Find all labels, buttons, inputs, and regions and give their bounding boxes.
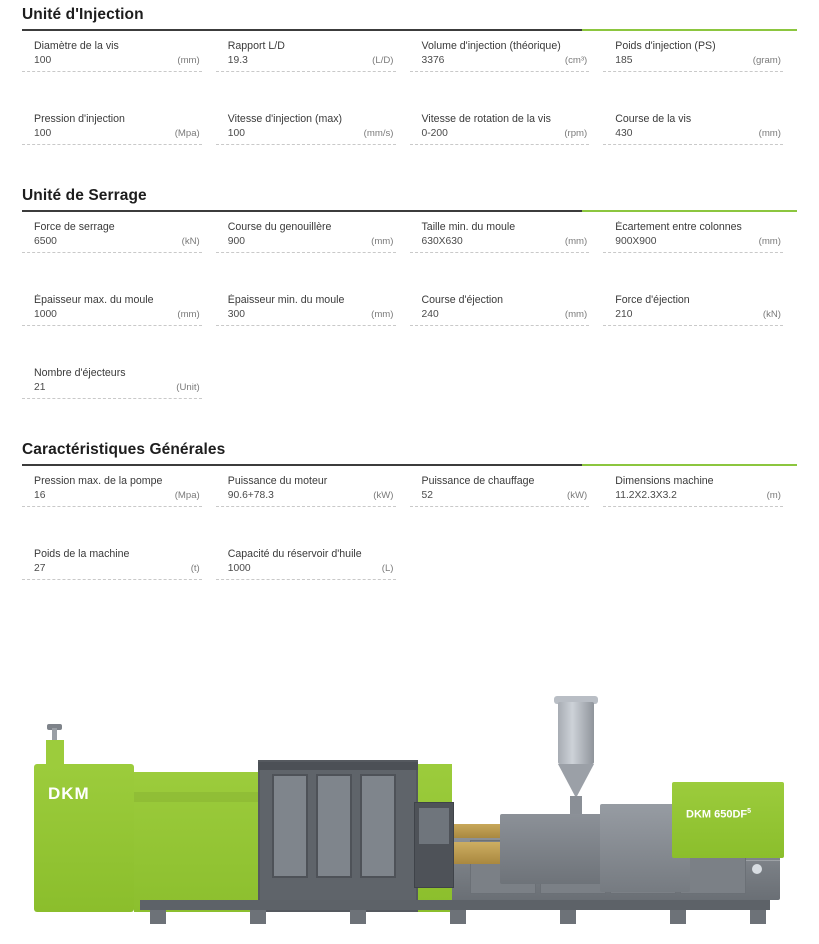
spec-value: 900 [227,236,245,247]
machine-model-badge [686,808,751,821]
spec-unit: (gram) [752,55,781,66]
spec-unit: (mm) [371,236,394,247]
spec-unit: (L/D) [372,55,394,66]
spec-cell [216,475,410,519]
spec-label: Course du genouillère [227,221,332,233]
spec-value-row [216,368,396,374]
spec-unit: (mm/s) [363,128,394,139]
spec-cell [603,475,797,519]
spec-unit: (mm) [177,55,200,66]
hopper-cone-shape [558,764,594,798]
spec-value-row [410,54,590,72]
spec-label: Capacité du réservoir d'huile [227,548,362,560]
spec-value: 185 [615,55,633,66]
spec-unit: (mm) [177,309,200,320]
spec-value-row [603,127,783,145]
spec-unit: (kW) [373,490,394,501]
spec-value: 100 [34,128,52,139]
machine-foot-shape [450,910,466,924]
spec-cell [216,294,410,338]
spec-value-row [410,127,590,145]
spec-row [22,212,797,265]
spec-unit: (Mpa) [174,128,200,139]
spec-value-row [216,308,396,326]
control-panel-screen [419,808,449,844]
spec-cell-empty [410,548,604,592]
spec-value: 27 [34,563,46,574]
machine-foot-shape [150,910,166,924]
spec-value-row [410,308,590,326]
section-title: Unité d'Injection [22,6,144,23]
spec-label: Puissance du moteur [227,475,328,487]
spec-value-row [603,368,783,374]
spec-value: 100 [227,128,245,139]
spec-label: Poids d'injection (PS) [615,40,716,52]
spec-value-row [410,368,590,374]
section-general-characteristics [0,435,819,592]
spec-cell [22,367,216,411]
row-spacer [22,84,797,104]
section-clamping-unit [0,181,819,411]
spec-label: Course d'éjection [421,294,504,306]
spec-value: 16 [34,490,46,501]
spec-row [22,539,797,592]
spec-value: 900X900 [615,236,657,247]
spec-label: Force de serrage [34,221,115,233]
section-title-rule [22,29,797,31]
spec-value-row [603,549,783,555]
spec-row [22,104,797,157]
spec-unit: (rpm) [564,128,588,139]
spec-value-row [603,235,783,253]
base-knob-shape [752,864,762,874]
spec-cell [22,548,216,592]
guard-window-shape [360,774,396,878]
spec-label: Course de la vis [615,113,692,125]
spec-value-row [216,127,396,145]
spec-label: Vitesse d'injection (max) [227,113,343,125]
machine-legs-shape [140,900,770,910]
spec-cell [603,113,797,157]
spec-value: 630X630 [421,236,463,247]
spec-label: Nombre d'éjecteurs [34,367,126,379]
spec-cell [22,221,216,265]
spec-value-row [216,489,396,507]
spec-cell [603,221,797,265]
spec-row [22,31,797,84]
spec-unit: (Unit) [176,382,200,393]
spec-cell [603,40,797,84]
spec-value: 52 [421,490,433,501]
machine-foot-shape [670,910,686,924]
spec-row [22,285,797,338]
spec-value-row [216,562,396,580]
spec-label: Force d'éjection [615,294,690,306]
spec-value: 3376 [421,55,445,66]
guard-window-shape [272,774,308,878]
spec-value-row [22,381,202,399]
spec-label: Épaisseur min. du moule [227,294,345,306]
spec-unit: (m) [766,490,781,501]
spec-value: 240 [421,309,439,320]
model-label: DKM 650DF [686,808,748,821]
hopper-body-shape [558,702,594,764]
spec-value-row [22,562,202,580]
spec-unit: (kN) [181,236,200,247]
spec-unit: (t) [190,563,200,574]
spec-label: Épaisseur max. du moule [34,294,154,306]
spec-label: Taille min. du moule [421,221,516,233]
spec-unit: (mm) [371,309,394,320]
spec-label: Pression max. de la pompe [34,475,163,487]
spec-cell [410,113,604,157]
left-post-top-shape [46,740,64,766]
spec-unit: (L) [381,563,394,574]
spec-unit: (cm³) [564,55,588,66]
spec-label: Vitesse de rotation de la vis [421,113,551,125]
machine-foot-shape [350,910,366,924]
section-spacer [0,157,819,181]
spec-cell [22,294,216,338]
spec-cell [410,40,604,84]
spec-value-row [410,489,590,507]
spec-value-row [603,54,783,72]
spec-unit: (kN) [762,309,781,320]
spec-unit: (kW) [567,490,588,501]
spec-unit: (mm) [564,236,588,247]
spec-value: 210 [615,309,633,320]
spec-value-row [410,235,590,253]
spec-unit: (mm) [758,128,781,139]
spec-cell-empty [410,367,604,411]
machine-illustration [0,664,819,944]
spec-value-row [22,489,202,507]
row-spacer [22,519,797,539]
machine-foot-shape [560,910,576,924]
section-title: Caractéristiques Générales [22,441,226,458]
spec-value-row [22,235,202,253]
spec-cell-empty [216,367,410,411]
section-injection-unit [0,0,819,157]
spec-unit: (mm) [758,236,781,247]
spec-value: 21 [34,382,46,393]
spec-cell [22,40,216,84]
row-spacer [22,338,797,358]
spec-label: Volume d'injection (théorique) [421,40,561,52]
spec-cell-empty [603,367,797,411]
row-spacer [22,265,797,285]
spec-label: Écartement entre colonnes [615,221,742,233]
spec-label: Pression d'injection [34,113,125,125]
spec-cell [22,475,216,519]
section-title-rule [22,210,797,212]
section-title: Unité de Serrage [22,187,147,204]
spec-value: 0-200 [421,128,448,139]
guard-window-shape [316,774,352,878]
spec-row [22,466,797,519]
spec-cell [410,294,604,338]
spec-cell [216,548,410,592]
spec-label: Dimensions machine [615,475,714,487]
spec-value: 90.6+78.3 [227,490,274,501]
spec-cell [22,113,216,157]
spec-value: 1000 [34,309,57,320]
spec-value-row [216,54,396,72]
section-spacer [0,411,819,435]
spec-cell [410,221,604,265]
spec-cell [216,221,410,265]
spec-value-row [22,54,202,72]
spec-value: 11.2X2.3X3.2 [615,490,677,501]
spec-value-row [216,235,396,253]
spec-value: 1000 [227,563,251,574]
machine-foot-shape [750,910,766,924]
spec-value: 100 [34,55,52,66]
spec-unit: (mm) [564,309,588,320]
model-superscript: 5 [747,808,752,815]
spec-value-row [22,308,202,326]
section-title-rule [22,464,797,466]
spec-label: Puissance de chauffage [421,475,535,487]
spec-label: Rapport L/D [227,40,285,52]
brand-logo: DKM [48,784,90,803]
spec-cell-empty [603,548,797,592]
spec-value-row [603,308,783,326]
spec-value-row [410,549,590,555]
machine-foot-shape [250,910,266,924]
safety-guard-rail [258,762,418,770]
spec-cell [216,113,410,157]
spec-value: 19.3 [227,55,248,66]
spec-cell [216,40,410,84]
spec-label: Poids de la machine [34,548,130,560]
spec-value-row [603,489,783,507]
spec-cell [603,294,797,338]
spec-value-row [22,127,202,145]
spec-value: 430 [615,128,633,139]
spec-cell [410,475,604,519]
spec-unit: (Mpa) [174,490,200,501]
spec-value: 6500 [34,236,57,247]
spec-label: Diamètre de la vis [34,40,119,52]
clamp-platen-band [134,792,258,802]
spec-value: 300 [227,309,245,320]
spec-row [22,358,797,411]
